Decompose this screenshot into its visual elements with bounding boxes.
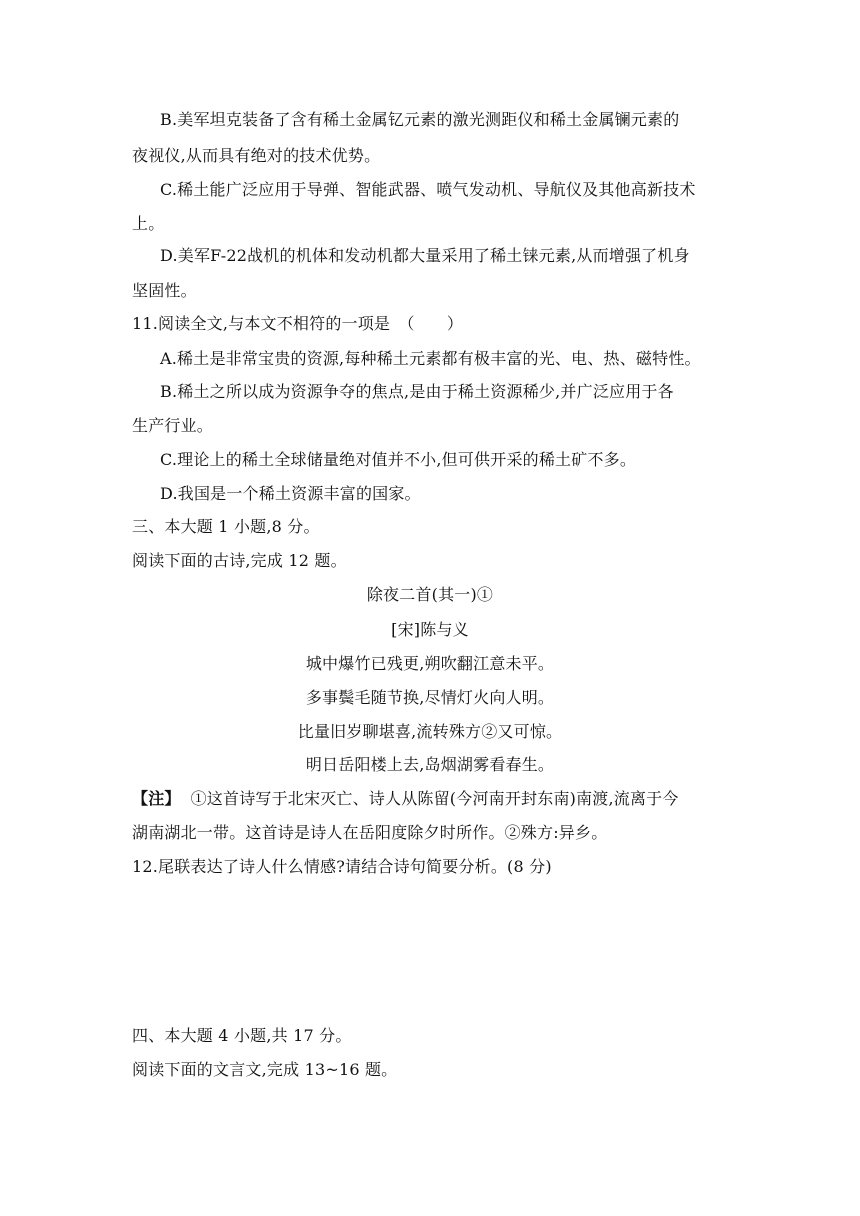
note-label: 【注】 (132, 789, 181, 808)
q10-option-c-line1: C.稀土能广泛应用于导弹、智能武器、喷气发动机、导航仪及其他高新技术 (160, 180, 696, 199)
note-text-line1: ①这首诗写于北宋灭亡、诗人从陈留(今河南开封东南)南渡,流离于今 (190, 789, 679, 808)
poem-line: 城中爆竹已残更,朔吹翻江意未平。 (305, 654, 555, 673)
q11-option-c: C.理论上的稀土全球储量绝对值并不小,但可供开采的稀土矿不多。 (160, 450, 637, 469)
section3-intro: 阅读下面的古诗,完成 12 题。 (132, 551, 347, 570)
q10-option-d-line2: 坚固性。 (132, 281, 197, 300)
poem-line: 多事鬓毛随节换,尽情灯火向人明。 (305, 688, 555, 707)
section3-heading: 三、本大题 1 小题,8 分。 (132, 517, 320, 536)
q10-option-c-line2: 上。 (132, 214, 165, 233)
poem-author: [宋]陈与义 (391, 620, 469, 639)
q11-option-d: D.我国是一个稀土资源丰富的国家。 (160, 484, 421, 503)
q11-option-a: A.稀土是非常宝贵的资源,每种稀土元素都有极丰富的光、电、热、磁特性。 (160, 349, 701, 368)
section4-heading: 四、本大题 4 小题,共 17 分。 (132, 1026, 352, 1045)
poem-title: 除夜二首(其一)① (366, 585, 494, 604)
note-line2: 湖南湖北一带。这首诗是诗人在岳阳度除夕时所作。②殊方:异乡。 (132, 823, 608, 842)
note-line1 (132, 789, 679, 809)
poem-line: 明日岳阳楼上去,岛烟湖雾看春生。 (305, 755, 555, 774)
poem-line: 比量旧岁聊堪喜,流转殊方②又可惊。 (297, 722, 563, 741)
q12-stem: 12.尾联表达了诗人什么情感?请结合诗句简要分析。(8 分) (132, 857, 552, 876)
q11-option-b-line2: 生产行业。 (132, 416, 214, 435)
q10-option-b-line2: 夜视仪,从而具有绝对的技术优势。 (132, 146, 381, 165)
section4-intro: 阅读下面的文言文,完成 13~16 题。 (132, 1060, 398, 1079)
q10-option-b-line1: B.美军坦克装备了含有稀土金属钇元素的激光测距仪和稀土金属镧元素的 (160, 110, 680, 129)
q11-option-b-line1: B.稀土之所以成为资源争夺的焦点,是由于稀土资源稀少,并广泛应用于各 (160, 382, 674, 401)
q11-stem: 11.阅读全文,与本文不相符的一项是 （ ） (132, 314, 464, 333)
q10-option-d-line1: D.美军F-22战机的机体和发动机都大量采用了稀土铼元素,从而增强了机身 (160, 246, 690, 265)
